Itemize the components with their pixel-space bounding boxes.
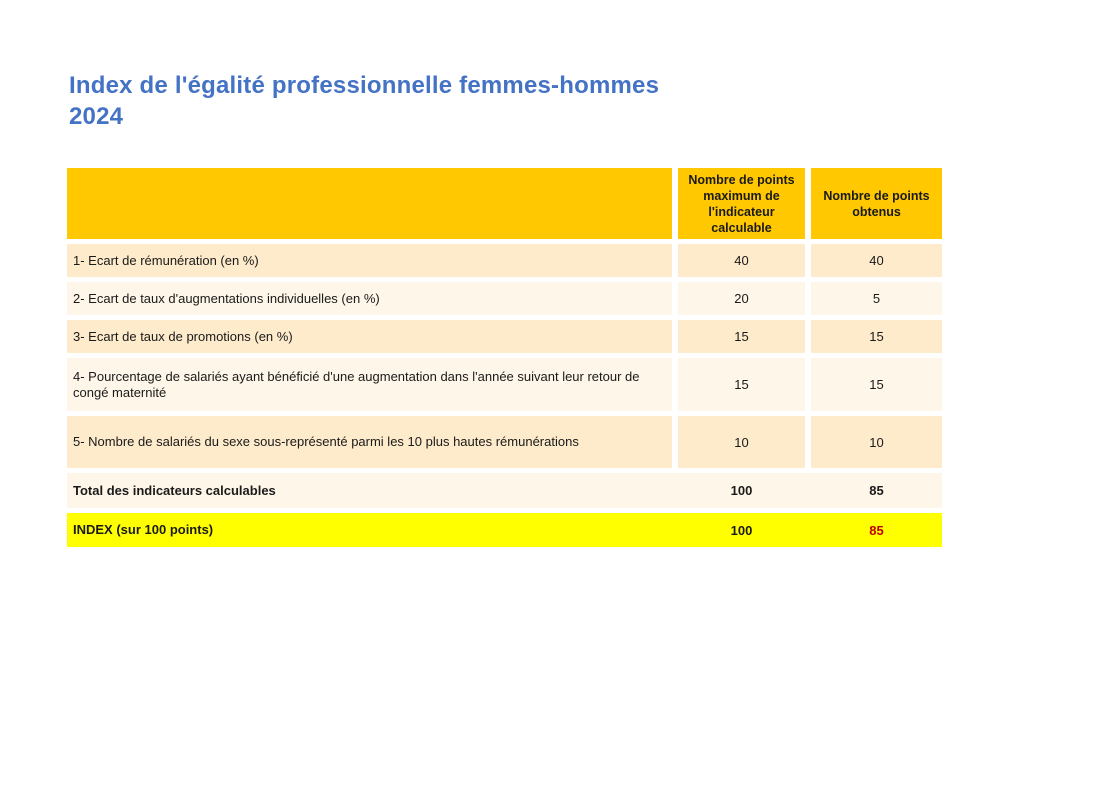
indicator-1-label: 1- Ecart de rémunération (en %) <box>67 244 672 277</box>
indicator-3-obtained: 15 <box>811 320 942 353</box>
indicator-2-max: 20 <box>678 282 805 315</box>
total-row-max: 100 <box>730 483 753 498</box>
indicator-2-label: 2- Ecart de taux d'augmentations individuelles (en %) <box>67 282 672 315</box>
indicator-3-max: 15 <box>678 320 805 353</box>
page-title-line2: 2024 <box>69 103 124 130</box>
indicator-4-label: 4- Pourcentage de salariés ayant bénéficié d'une augmentation dans l'année suivant leur retour de congé maternité <box>67 358 672 411</box>
index-row-obtained: 85 <box>869 522 884 538</box>
index-row <box>67 513 942 547</box>
index-row-label: INDEX (sur 100 points) <box>73 522 214 537</box>
page-title <box>69 70 829 132</box>
indicator-4-obtained: 15 <box>811 358 942 411</box>
total-row <box>67 473 942 508</box>
header-cell-max-points: Nombre de points maximum de l'indicateur calculable <box>678 168 805 239</box>
indicator-5-label: 5- Nombre de salariés du sexe sous-représenté parmi les 10 plus hautes rémunérations <box>67 416 672 468</box>
indicator-2-obtained: 5 <box>811 282 942 315</box>
total-row-obtained: 85 <box>869 483 884 498</box>
indicator-1-max: 40 <box>678 244 805 277</box>
page-title-line1: Index de l'égalité professionnelle femmes-hommes <box>69 72 660 99</box>
header-cell-empty <box>67 168 672 239</box>
indicator-4-max: 15 <box>678 358 805 411</box>
indicator-5-obtained: 10 <box>811 416 942 468</box>
indicator-3-label: 3- Ecart de taux de promotions (en %) <box>67 320 672 353</box>
indicator-1-obtained: 40 <box>811 244 942 277</box>
equality-index-table <box>67 168 942 547</box>
total-row-label: Total des indicateurs calculables <box>73 482 276 498</box>
indicator-5-max: 10 <box>678 416 805 468</box>
header-cell-obtained-points: Nombre de points obtenus <box>811 168 942 239</box>
index-row-max: 100 <box>730 522 753 538</box>
